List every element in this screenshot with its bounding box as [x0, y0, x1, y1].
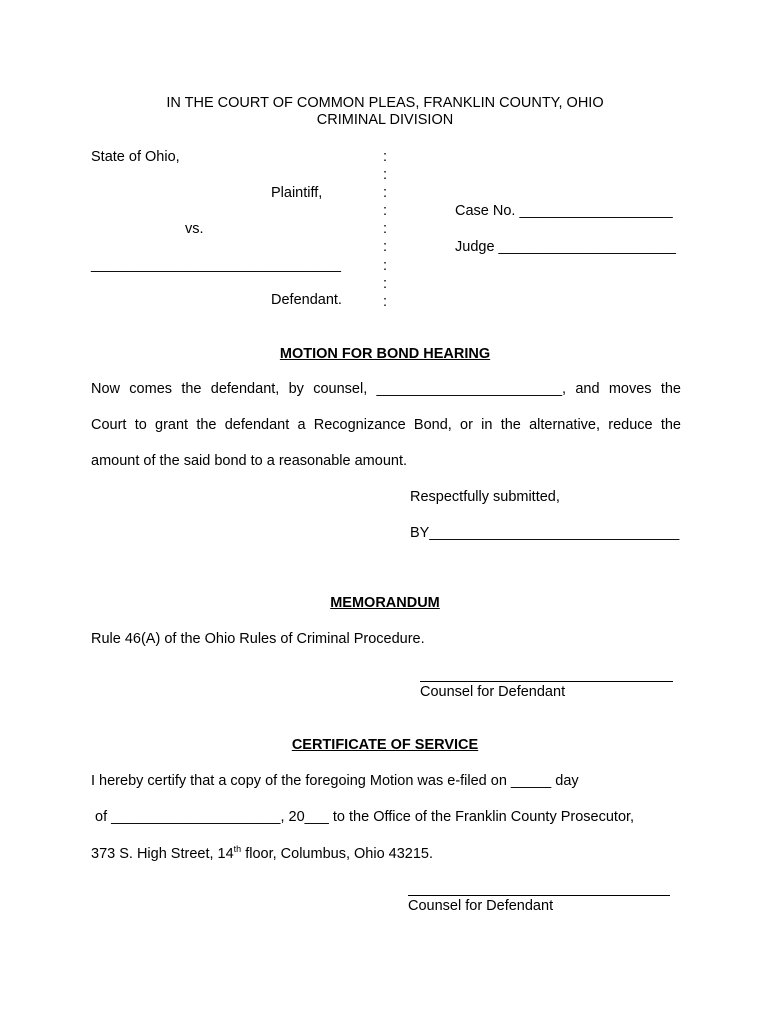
address-part1: 373 S. High Street, 14: [91, 846, 234, 862]
certificate-signature-rule: [408, 895, 670, 896]
caption-colon: :: [383, 167, 388, 184]
caption-colon: :: [383, 275, 388, 292]
case-number-field: Case No. ___________________: [455, 203, 673, 219]
respectfully-submitted: Respectfully submitted,: [410, 489, 560, 505]
caption-colon: :: [383, 239, 388, 256]
motion-title: MOTION FOR BOND HEARING: [279, 346, 491, 362]
plaintiff-label: Plaintiff,: [271, 185, 323, 201]
caption-colon: :: [383, 257, 388, 274]
plaintiff-name: State of Ohio,: [91, 149, 180, 165]
memorandum-signature-rule: [420, 681, 673, 682]
memorandum-text: Rule 46(A) of the Ohio Rules of Criminal Procedure.: [91, 631, 425, 647]
caption-colon: :: [383, 221, 388, 238]
memorandum-title: MEMORANDUM: [330, 595, 440, 611]
versus-label: vs.: [185, 221, 204, 237]
defendant-label: Defendant.: [271, 292, 342, 308]
certificate-text-line2: of _____________________, 20___ to the Office of the Franklin County Prosecutor,: [91, 809, 635, 825]
memorandum-signature-label: Counsel for Defendant: [420, 684, 566, 700]
motion-text-line2: Court to grant the defendant a Recognizance Bond, or in the alternative, reduce the: [91, 417, 681, 433]
certificate-title: CERTIFICATE OF SERVICE: [291, 737, 479, 753]
by-signature-line: BY_______________________________: [410, 525, 680, 541]
ordinal-suffix: th: [233, 844, 242, 855]
caption-colon: :: [383, 149, 388, 165]
caption-colon: :: [383, 293, 388, 310]
certificate-text-line1: I hereby certify that a copy of the foregoing Motion was e-filed on _____ day: [91, 773, 579, 789]
motion-text-line1: Now comes the defendant, by counsel, _______________________, and moves the: [91, 381, 681, 397]
caption-divider: [383, 148, 393, 311]
caption-colon: :: [383, 203, 388, 220]
court-title-line2: CRIMINAL DIVISION: [316, 112, 454, 128]
caption-colon: :: [383, 185, 388, 202]
certificate-text-line3: [91, 845, 433, 863]
judge-field: Judge ______________________: [455, 239, 676, 255]
address-part2: floor, Columbus, Ohio 43215.: [241, 846, 434, 862]
defendant-name-blank: _______________________________: [91, 257, 341, 273]
certificate-signature-label: Counsel for Defendant: [408, 898, 554, 914]
court-title-line1: IN THE COURT OF COMMON PLEAS, FRANKLIN COUNTY, OHIO: [166, 95, 604, 111]
motion-text-line3: amount of the said bond to a reasonable amount.: [91, 453, 407, 469]
